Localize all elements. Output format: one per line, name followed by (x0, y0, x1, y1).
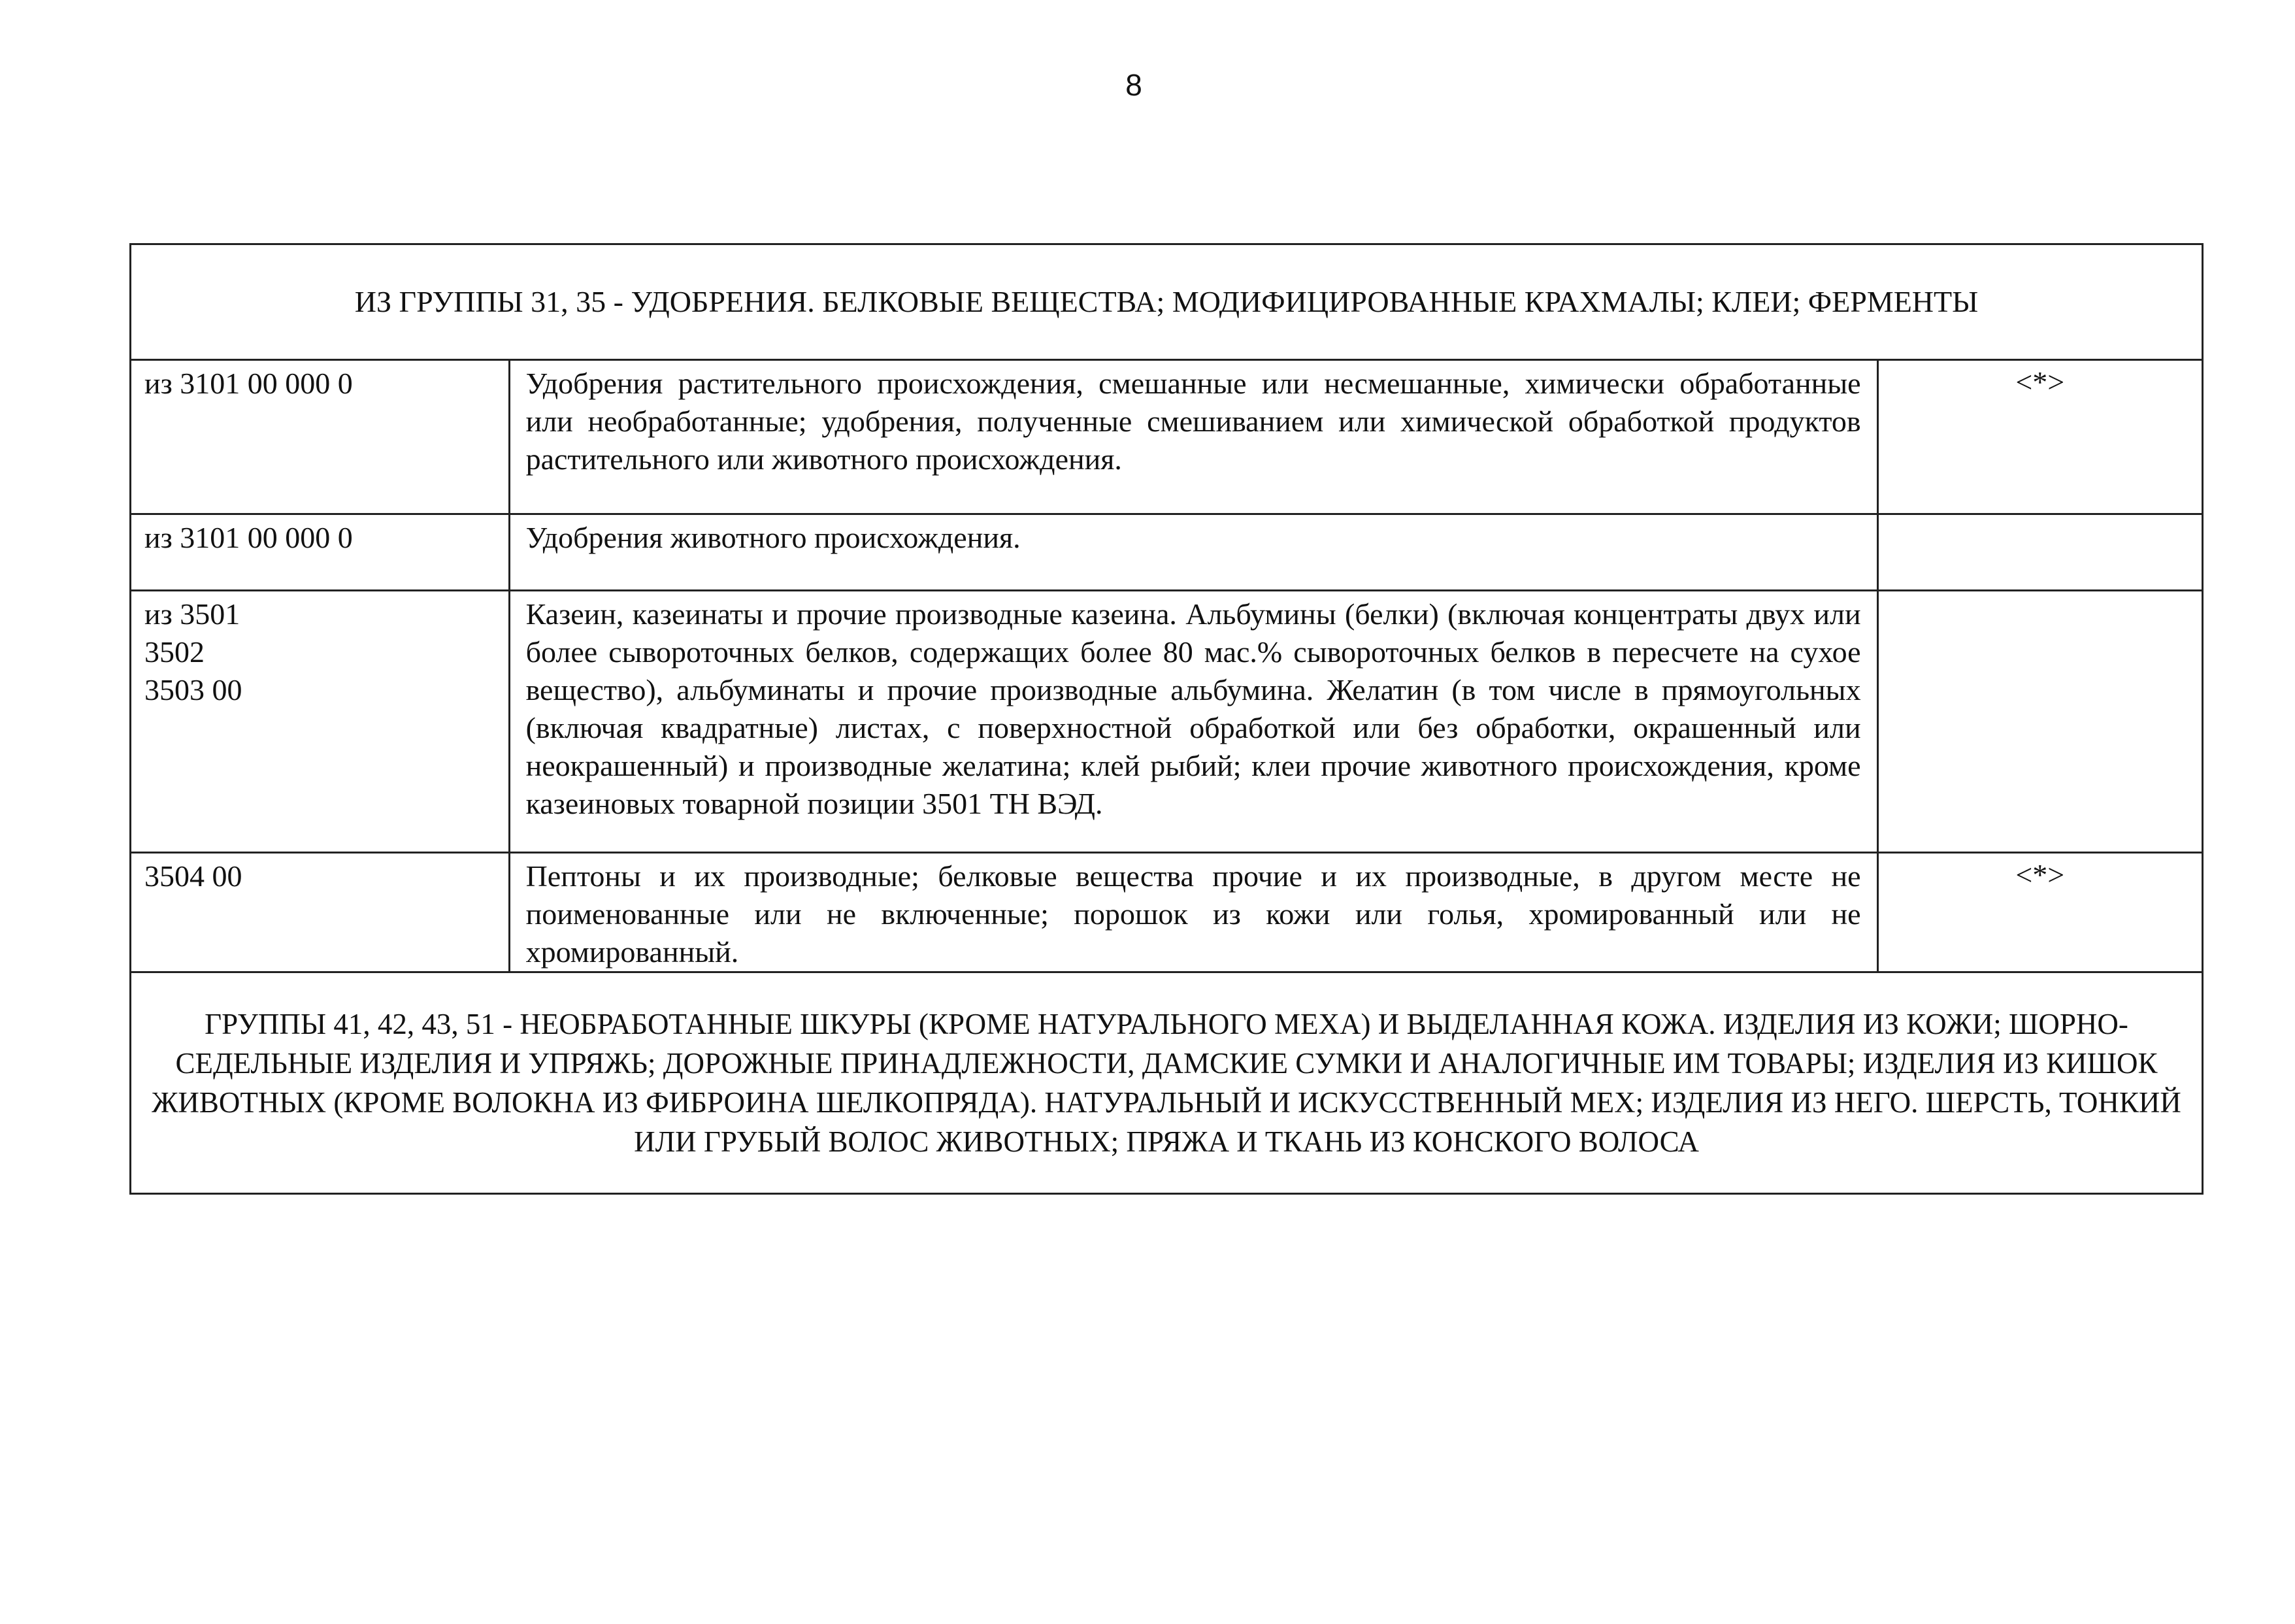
note-cell: <*> (1877, 360, 2202, 514)
note-cell (1877, 591, 2202, 853)
note-cell: <*> (1877, 853, 2202, 972)
description-cell: Удобрения растительного происхождения, смешанные или несмешанные, химически обработанные или необработанные; удобрения, полученные смешиванием или химической обработкой продуктов растительного или животного происхождения. (509, 360, 1877, 514)
group-header-row (131, 244, 2203, 360)
table-row (131, 853, 2203, 972)
group-title-cell (131, 972, 2203, 1194)
description-cell: Казеин, казеинаты и прочие производные казеина. Альбумины (белки) (включая концентраты двух или более сывороточных белков, содержащих более 80 мас.% сывороточных белков в пересчете на сухое вещество), альбуминаты и прочие производные альбумина. Желатин (в том числе в прямоугольных (включая квадратные) листах, с поверхностной обработкой или без обработки, окрашенный или неокрашенный) и производные желатина; клей рыбий; клеи прочие животного происхождения, кроме казеиновых товарной позиции 3501 ТН ВЭД. (509, 591, 1877, 853)
code-cell: из 3101 00 000 0 (131, 360, 510, 514)
group-title: ГРУППЫ 41, 42, 43, 51 - НЕОБРАБОТАННЫЕ ШКУРЫ (КРОМЕ НАТУРАЛЬНОГО МЕХА) И ВЫДЕЛАННАЯ КОЖА. ИЗДЕЛИЯ ИЗ КОЖИ; ШОРНО-СЕДЕЛЬНЫЕ ИЗДЕЛИЯ И УПРЯЖЬ; ДОРОЖНЫЕ ПРИНАДЛЕЖНОСТИ, ДАМСКИЕ СУМКИ И АНАЛОГИЧНЫЕ ИМ ТОВАРЫ; ИЗДЕЛИЯ ИЗ КИШОК ЖИВОТНЫХ (КРОМЕ ВОЛОКНА ИЗ ФИБРОИНА ШЕЛКОПРЯДА). НАТУРАЛЬНЫЙ И ИСКУССТВЕННЫЙ МЕХ; ИЗДЕЛИЯ ИЗ НЕГО. ШЕРСТЬ, ТОНКИЙ ИЛИ ГРУБЫЙ ВОЛОС ЖИВОТНЫХ; ПРЯЖА И ТКАНЬ ИЗ КОНСКОГО ВОЛОСА (152, 1008, 2181, 1158)
tariff-table (129, 243, 2204, 1195)
code-cell: из 3101 00 000 0 (131, 514, 510, 591)
page-number: 8 (1125, 68, 1142, 102)
table-row (131, 514, 2203, 591)
table-row (131, 360, 2203, 514)
description-cell: Удобрения животного происхождения. (509, 514, 1877, 591)
description-cell: Пептоны и их производные; белковые вещества прочие и их производные, в другом месте не поименованные или не включенные; порошок из кожи или голья, хромированный или не хромированный. (509, 853, 1877, 972)
group-title: ИЗ ГРУППЫ 31, 35 - УДОБРЕНИЯ. БЕЛКОВЫЕ ВЕЩЕСТВА; МОДИФИЦИРОВАННЫЕ КРАХМАЛЫ; КЛЕИ; ФЕРМЕНТЫ (354, 285, 1979, 318)
table-row (131, 591, 2203, 853)
group-header-row (131, 972, 2203, 1194)
code-cell: 3504 00 (131, 853, 510, 972)
note-cell (1877, 514, 2202, 591)
group-title-cell (131, 244, 2203, 360)
code-cell: из 3501 3502 3503 00 (131, 591, 510, 853)
